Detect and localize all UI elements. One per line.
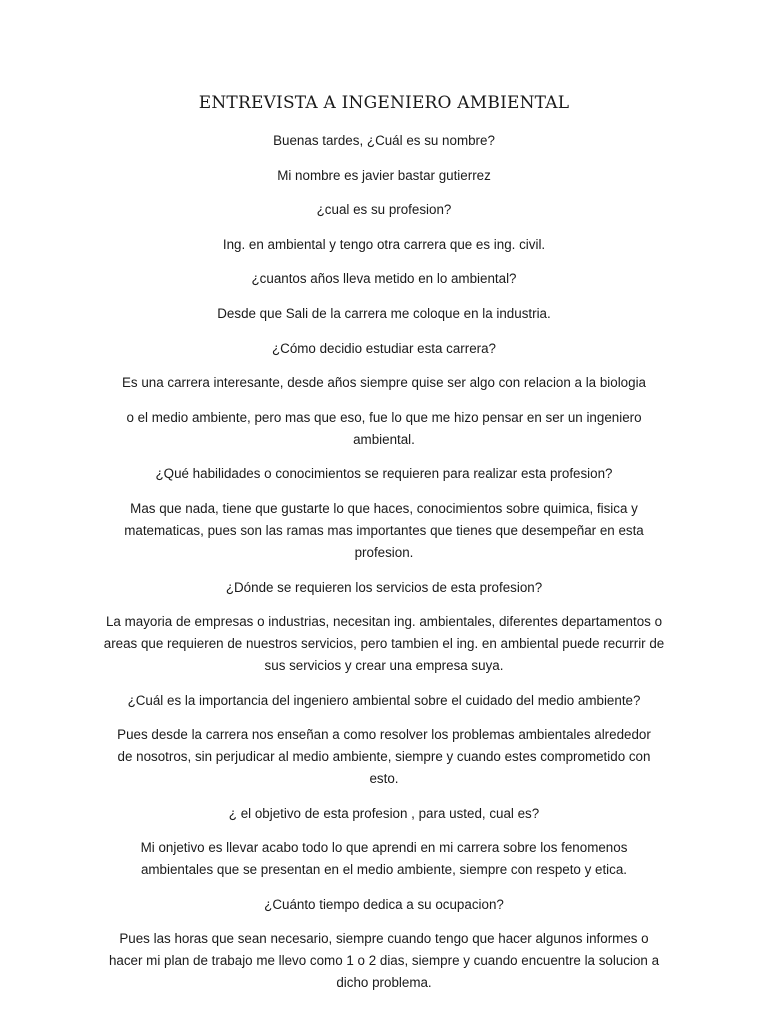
answer-name: Mi nombre es javier bastar gutierrez: [277, 168, 491, 183]
question-objective: ¿ el objetivo de esta profesion , para usted, cual es?: [228, 806, 540, 821]
answer-decision-part2: o el medio ambiente, pero mas que eso, fue lo que me hizo pensar en ser un ingeniero ambiental.: [126, 410, 642, 447]
answer-services: La mayoria de empresas o industrias, necesitan ing. ambientales, diferentes departamentos o areas que requieren de nuestros servicios, pero tambien el ing. en ambiental puede recurrir de sus servicios y crear una empresa suya.: [103, 614, 665, 673]
question-services: ¿Dónde se requieren los servicios de esta profesion?: [225, 580, 543, 595]
question-time: ¿Cuánto tiempo dedica a su ocupacion?: [264, 897, 504, 912]
answer-objective: Mi onjetivo es llevar acabo todo lo que aprendi en mi carrera sobre los fenomenos ambientales que se presentan en el medio ambiente, siempre con respeto y etica.: [140, 840, 628, 877]
question-skills: ¿Qué habilidades o conocimientos se requieren para realizar esta profesion?: [155, 466, 613, 481]
answer-time: Pues las horas que sean necesario, siempre cuando tengo que hacer algunos informes o hacer mi plan de trabajo me llevo como 1 o 2 dias, siempre y cuando encuentre la solucion a dicho problema.: [108, 931, 660, 990]
answer-decision-part1: Es una carrera interesante, desde años siempre quise ser algo con relacion a la biologia: [121, 375, 647, 390]
question-importance: ¿Cuál es la importancia del ingeniero ambiental sobre el cuidado del medio ambiente?: [127, 693, 641, 708]
answer-importance: Pues desde la carrera nos enseñan a como resolver los problemas ambientales alrededor de nosotros, sin perjudicar al medio ambiente, siempre y cuando estes comprometido con esto.: [117, 727, 651, 786]
question-years: ¿cuantos años lleva metido en lo ambiental?: [251, 271, 517, 286]
question-decision: ¿Cómo decidio estudiar esta carrera?: [271, 341, 497, 356]
answer-profession: Ing. en ambiental y tengo otra carrera que es ing. civil.: [222, 237, 546, 252]
question-profession: ¿cual es su profesion?: [316, 202, 452, 217]
answer-years: Desde que Sali de la carrera me coloque en la industria.: [217, 306, 551, 321]
question-name: Buenas tardes, ¿Cuál es su nombre?: [273, 133, 495, 148]
answer-skills: Mas que nada, tiene que gustarte lo que haces, conocimientos sobre quimica, fisica y matematicas, pues son las ramas mas importantes que tienes que desempeñar en esta profesion.: [124, 501, 644, 560]
document-title: ENTREVISTA A INGENIERO AMBIENTAL: [198, 93, 570, 113]
